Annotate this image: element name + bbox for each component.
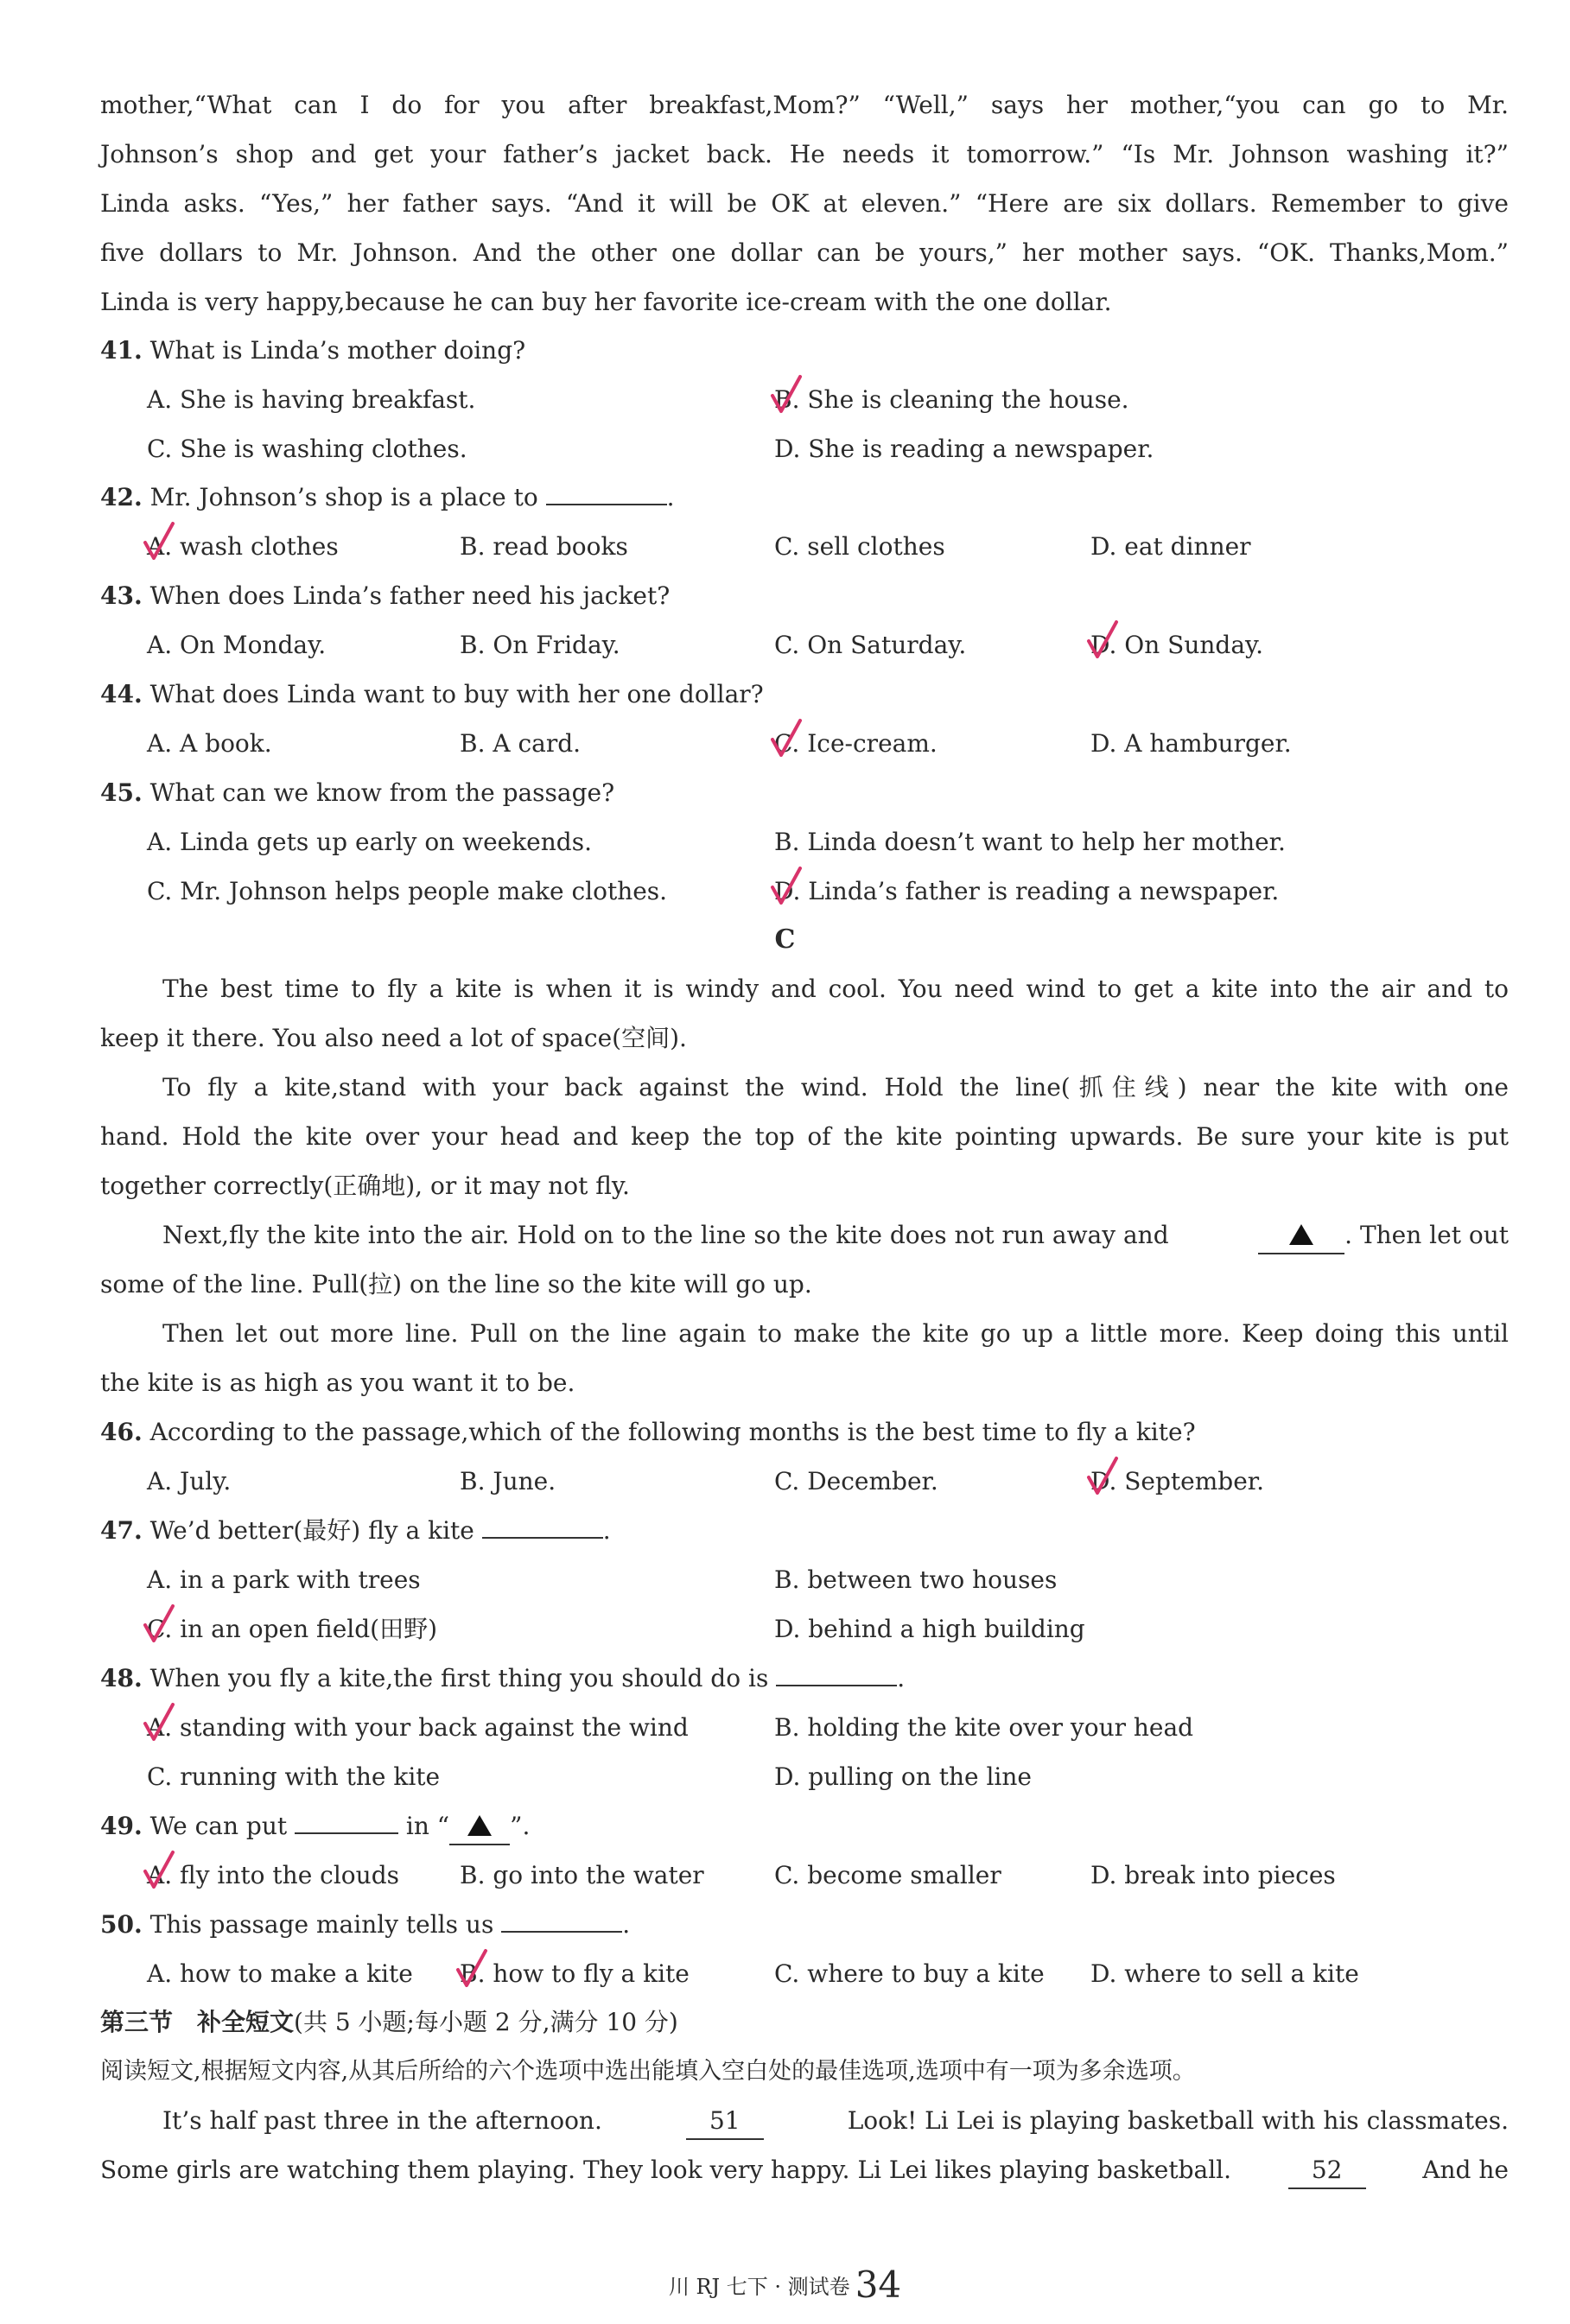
- page-footer: 川 RJ 七下 · 测试卷 34: [668, 2264, 902, 2306]
- passage-line: the kite is as high as you want it to be.: [100, 1368, 575, 1397]
- option-45d[interactable]: D. Linda’s father is reading a newspaper.: [774, 877, 1280, 905]
- option-47b[interactable]: B. between two houses: [774, 1565, 1058, 1594]
- option-48d[interactable]: D. pulling on the line: [774, 1762, 1032, 1791]
- option-44c[interactable]: C. Ice-cream.: [774, 729, 938, 758]
- question-45: 45. What can we know from the passage?: [100, 778, 615, 807]
- check-mark-icon: [454, 1947, 489, 1992]
- option-42b[interactable]: B. read books: [460, 532, 628, 561]
- question-50: 50. This passage mainly tells us .: [100, 1910, 631, 1939]
- option-44a[interactable]: A. A book.: [147, 729, 272, 758]
- option-48a[interactable]: A. standing with your back against the wind: [147, 1713, 689, 1742]
- triangle-blank-icon: [467, 1815, 492, 1836]
- check-mark-icon: [769, 865, 804, 910]
- option-41c[interactable]: C. She is washing clothes.: [147, 435, 467, 463]
- option-43a[interactable]: A. On Monday.: [147, 631, 327, 659]
- triangle-blank-icon: [1289, 1224, 1313, 1245]
- check-mark-icon: [142, 1701, 176, 1746]
- option-45a[interactable]: A. Linda gets up early on weekends.: [147, 828, 592, 856]
- option-42c[interactable]: C. sell clothes: [774, 532, 945, 561]
- check-mark-icon: [142, 1603, 176, 1648]
- question-44: 44. What does Linda want to buy with her one dollar?: [100, 680, 764, 708]
- passage-line: Linda is very happy,because he can buy her favorite ice-cream with the one dollar.: [100, 288, 1112, 316]
- cloze-line-2: Some girls are watching them playing. They look very happy. Li Lei likes playing basketball. 52 And he: [100, 2153, 1509, 2189]
- passage-line: To fly a kite,stand with your back against the wind. Hold the line(抓住线) near the kite with one: [162, 1073, 1509, 1102]
- option-48c[interactable]: C. running with the kite: [147, 1762, 441, 1791]
- option-46b[interactable]: B. June.: [460, 1467, 556, 1495]
- option-50d[interactable]: D. where to sell a kite: [1090, 1959, 1359, 1988]
- option-49c[interactable]: C. become smaller: [774, 1861, 1001, 1889]
- question-41: 41. What is Linda’s mother doing?: [100, 336, 526, 365]
- option-47d[interactable]: D. behind a high building: [774, 1615, 1085, 1643]
- option-42a[interactable]: A. wash clothes: [147, 532, 339, 561]
- check-mark-icon: [769, 717, 804, 762]
- passage-c-label: C: [774, 924, 796, 955]
- passage-line: mother,“What can I do for you after breakfast,Mom?” “Well,” says her mother,“you can go to Mr.: [100, 91, 1509, 119]
- question-42: 42. Mr. Johnson’s shop is a place to .: [100, 483, 675, 511]
- option-50b[interactable]: B. how to fly a kite: [460, 1959, 690, 1988]
- option-46d[interactable]: D. September.: [1090, 1467, 1265, 1495]
- question-47: 47. We’d better(最好) fly a kite .: [100, 1516, 611, 1545]
- cloze-line-1: It’s half past three in the afternoon. 51 Look! Li Lei is playing basketball with his classmates.: [162, 2104, 1509, 2140]
- option-41b[interactable]: B. She is cleaning the house.: [774, 385, 1129, 414]
- passage-line: keep it there. You also need a lot of space(空间).: [100, 1024, 687, 1052]
- option-46a[interactable]: A. July.: [147, 1467, 232, 1495]
- question-48: 48. When you fly a kite,the first thing you should do is .: [100, 1664, 906, 1692]
- option-48b[interactable]: B. holding the kite over your head: [774, 1713, 1194, 1742]
- option-47a[interactable]: A. in a park with trees: [147, 1565, 421, 1594]
- passage-line-with-blank: Next,fly the kite into the air. Hold on to the line so the kite does not run away and . Then let out: [162, 1218, 1509, 1254]
- option-43d[interactable]: D. On Sunday.: [1090, 631, 1264, 659]
- option-50c[interactable]: C. where to buy a kite: [774, 1959, 1045, 1988]
- passage-line: five dollars to Mr. Johnson. And the other one dollar can be yours,” her mother says. “OK. Thanks,Mom.”: [100, 238, 1509, 267]
- question-43: 43. When does Linda’s father need his jacket?: [100, 581, 671, 610]
- passage-line: Linda asks. “Yes,” her father says. “And it will be OK at eleven.” “Here are six dollars. Remember to give: [100, 189, 1509, 218]
- option-49a[interactable]: A. fly into the clouds: [147, 1861, 399, 1889]
- option-44b[interactable]: B. A card.: [460, 729, 582, 758]
- option-49b[interactable]: B. go into the water: [460, 1861, 704, 1889]
- option-44d[interactable]: D. A hamburger.: [1090, 729, 1292, 758]
- blank-51[interactable]: 51: [686, 2104, 764, 2140]
- option-46c[interactable]: C. December.: [774, 1467, 938, 1495]
- option-47c[interactable]: C. in an open field(田野): [147, 1615, 438, 1643]
- check-mark-icon: [142, 520, 176, 565]
- option-41d[interactable]: D. She is reading a newspaper.: [774, 435, 1154, 463]
- check-mark-icon: [142, 1849, 176, 1894]
- page-number: 34: [855, 2264, 902, 2306]
- option-49d[interactable]: D. break into pieces: [1090, 1861, 1336, 1889]
- passage-line: some of the line. Pull(拉) on the line so the kite will go up.: [100, 1270, 812, 1299]
- check-mark-icon: [1085, 1455, 1120, 1500]
- option-43c[interactable]: C. On Saturday.: [774, 631, 967, 659]
- option-41a[interactable]: A. She is having breakfast.: [147, 385, 476, 414]
- passage-line: The best time to fly a kite is when it is windy and cool. You need wind to get a kite into the air and to: [162, 975, 1509, 1003]
- option-42d[interactable]: D. eat dinner: [1090, 532, 1251, 561]
- check-mark-icon: [769, 373, 804, 418]
- option-45c[interactable]: C. Mr. Johnson helps people make clothes.: [147, 877, 668, 905]
- section-3-instruction: 阅读短文,根据短文内容,从其后所给的六个选项中选出能填入空白处的最佳选项,选项中有一项为多余选项。: [100, 2058, 1196, 2085]
- option-43b[interactable]: B. On Friday.: [460, 631, 620, 659]
- option-45b[interactable]: B. Linda doesn’t want to help her mother.: [774, 828, 1286, 856]
- passage-line: hand. Hold the kite over your head and keep the top of the kite pointing upwards. Be sure your kite is put: [100, 1122, 1509, 1151]
- option-50a[interactable]: A. how to make a kite: [147, 1959, 413, 1988]
- question-49: 49. We can put in “ ”.: [100, 1809, 530, 1845]
- section-3-heading: 第三节 补全短文(共 5 小题;每小题 2 分,满分 10 分): [100, 2008, 678, 2036]
- blank-52[interactable]: 52: [1288, 2153, 1366, 2189]
- passage-line: together correctly(正确地), or it may not fly.: [100, 1172, 630, 1200]
- passage-line: Then let out more line. Pull on the line again to make the kite go up a little more. Keep doing this until: [162, 1319, 1509, 1348]
- passage-line: Johnson’s shop and get your father’s jacket back. He needs it tomorrow.” “Is Mr. Johnson washing it?”: [100, 140, 1509, 168]
- question-46: 46. According to the passage,which of the following months is the best time to fly a kite?: [100, 1418, 1196, 1446]
- check-mark-icon: [1085, 619, 1120, 664]
